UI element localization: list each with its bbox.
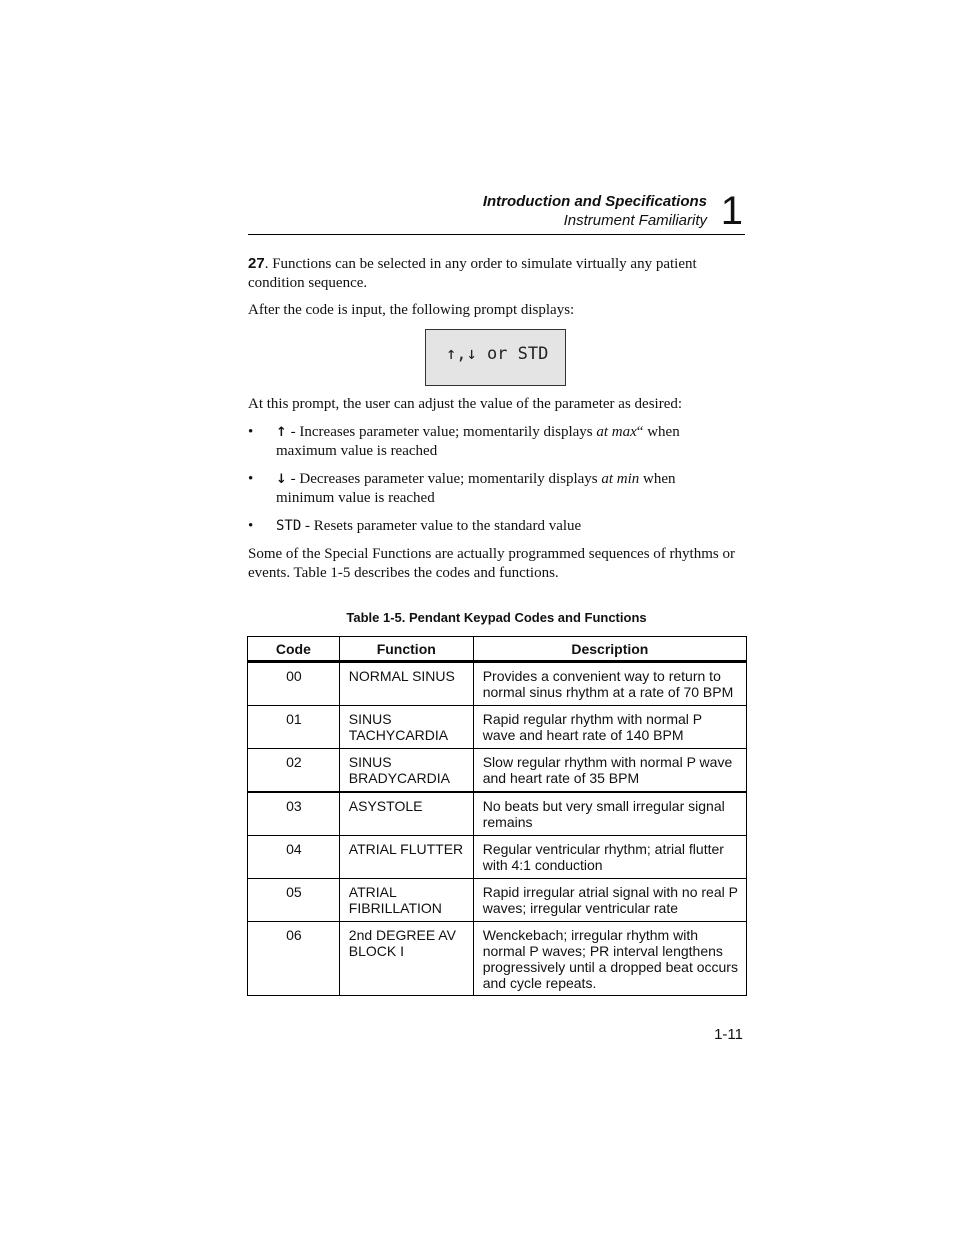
table-row [248,662,747,706]
table-header-row [248,637,747,662]
cell-function: NORMAL SINUS [339,662,473,706]
cell-description: Wenckebach; irregular rhythm with normal P waves; PR interval lengthens progressively until a dropped beat occurs and cycle repeats. [473,922,746,996]
cell-code: 02 [248,749,340,793]
cell-code: 06 [248,922,340,996]
code-reference: 27 [248,255,265,272]
bullet-dot: • [248,471,254,487]
cell-description: No beats but very small irregular signal remains [473,792,746,836]
header-description: Description [473,637,746,662]
chapter-number: 1 [720,189,743,233]
cell-function: ATRIAL FLUTTER [339,836,473,879]
cell-code: 03 [248,792,340,836]
cell-function: 2nd DEGREE AV BLOCK I [339,922,473,996]
header-function: Function [339,637,473,662]
bullet-desc-end: when minimum value is reached [276,471,676,506]
page-header [248,190,745,235]
cell-function: SINUS BRADYCARDIA [339,749,473,793]
cell-description: Regular ventricular rhythm; atrial flutter with 4:1 conduction [473,836,746,879]
cell-function: ASYSTOLE [339,792,473,836]
intro-text: . Functions can be selected in any order to simulate virtually any patient condition sequence. [248,256,697,291]
header-title: Introduction and Specifications [482,193,707,210]
table-row [248,706,747,749]
cell-function: ATRIAL FIBRILLATION [339,879,473,922]
table-caption: Table 1-5. Pendant Keypad Codes and Functions [346,610,647,625]
page-number: 1-11 [714,1026,743,1043]
down-arrow-icon: ↓ [276,472,287,487]
bullet-text [276,423,716,461]
table-row [248,749,747,793]
bullet-desc: - Resets parameter value to the standard value [301,518,582,534]
cell-code: 05 [248,879,340,922]
table-row [248,836,747,879]
lcd-display [425,329,566,386]
adjust-paragraph: At this prompt, the user can adjust the value of the parameter as desired: [248,396,683,412]
cell-description: Rapid regular rhythm with normal P wave and heart rate of 140 BPM [473,706,746,749]
lcd-prompt-text: ↑,↓ or STD [446,344,549,364]
prompt-intro-paragraph: After the code is input, the following prompt displays: [248,302,575,318]
cell-description: Provides a convenient way to return to normal sinus rhythm at a rate of 70 BPM [473,662,746,706]
cell-description: Slow regular rhythm with normal P wave and heart rate of 35 BPM [473,749,746,793]
cell-code: 01 [248,706,340,749]
bullet-emphasis: at min [601,471,640,487]
up-arrow-icon: ↑ [276,425,287,440]
table-row [248,922,747,996]
header-subtitle: Instrument Familiarity [563,212,707,229]
bullet-dot: • [248,518,254,534]
bullet-desc: - Increases parameter value; momentarily displays [286,424,597,440]
bullet-desc: - Decreases parameter value; momentarily displays [286,471,602,487]
header-code: Code [248,637,340,662]
std-key-label: STD [276,518,302,534]
bullet-dot: • [248,424,254,440]
special-functions-paragraph: Some of the Special Functions are actually programmed sequences of rhythms or events. Table 1-5 describes the codes and functions. [248,546,735,581]
table-row [248,879,747,922]
table-row [248,792,747,836]
bullet-emphasis: at max [596,424,637,440]
intro-paragraph [248,254,743,293]
cell-function: SINUS TACHYCARDIA [339,706,473,749]
bullet-text [276,517,716,536]
bullet-desc-end: “ when maximum value is reached [276,424,680,459]
codes-table [247,636,747,996]
cell-description: Rapid irregular atrial signal with no real P waves; irregular ventricular rate [473,879,746,922]
cell-code: 00 [248,662,340,706]
header-text [483,192,707,230]
bullet-text [276,470,716,508]
cell-code: 04 [248,836,340,879]
